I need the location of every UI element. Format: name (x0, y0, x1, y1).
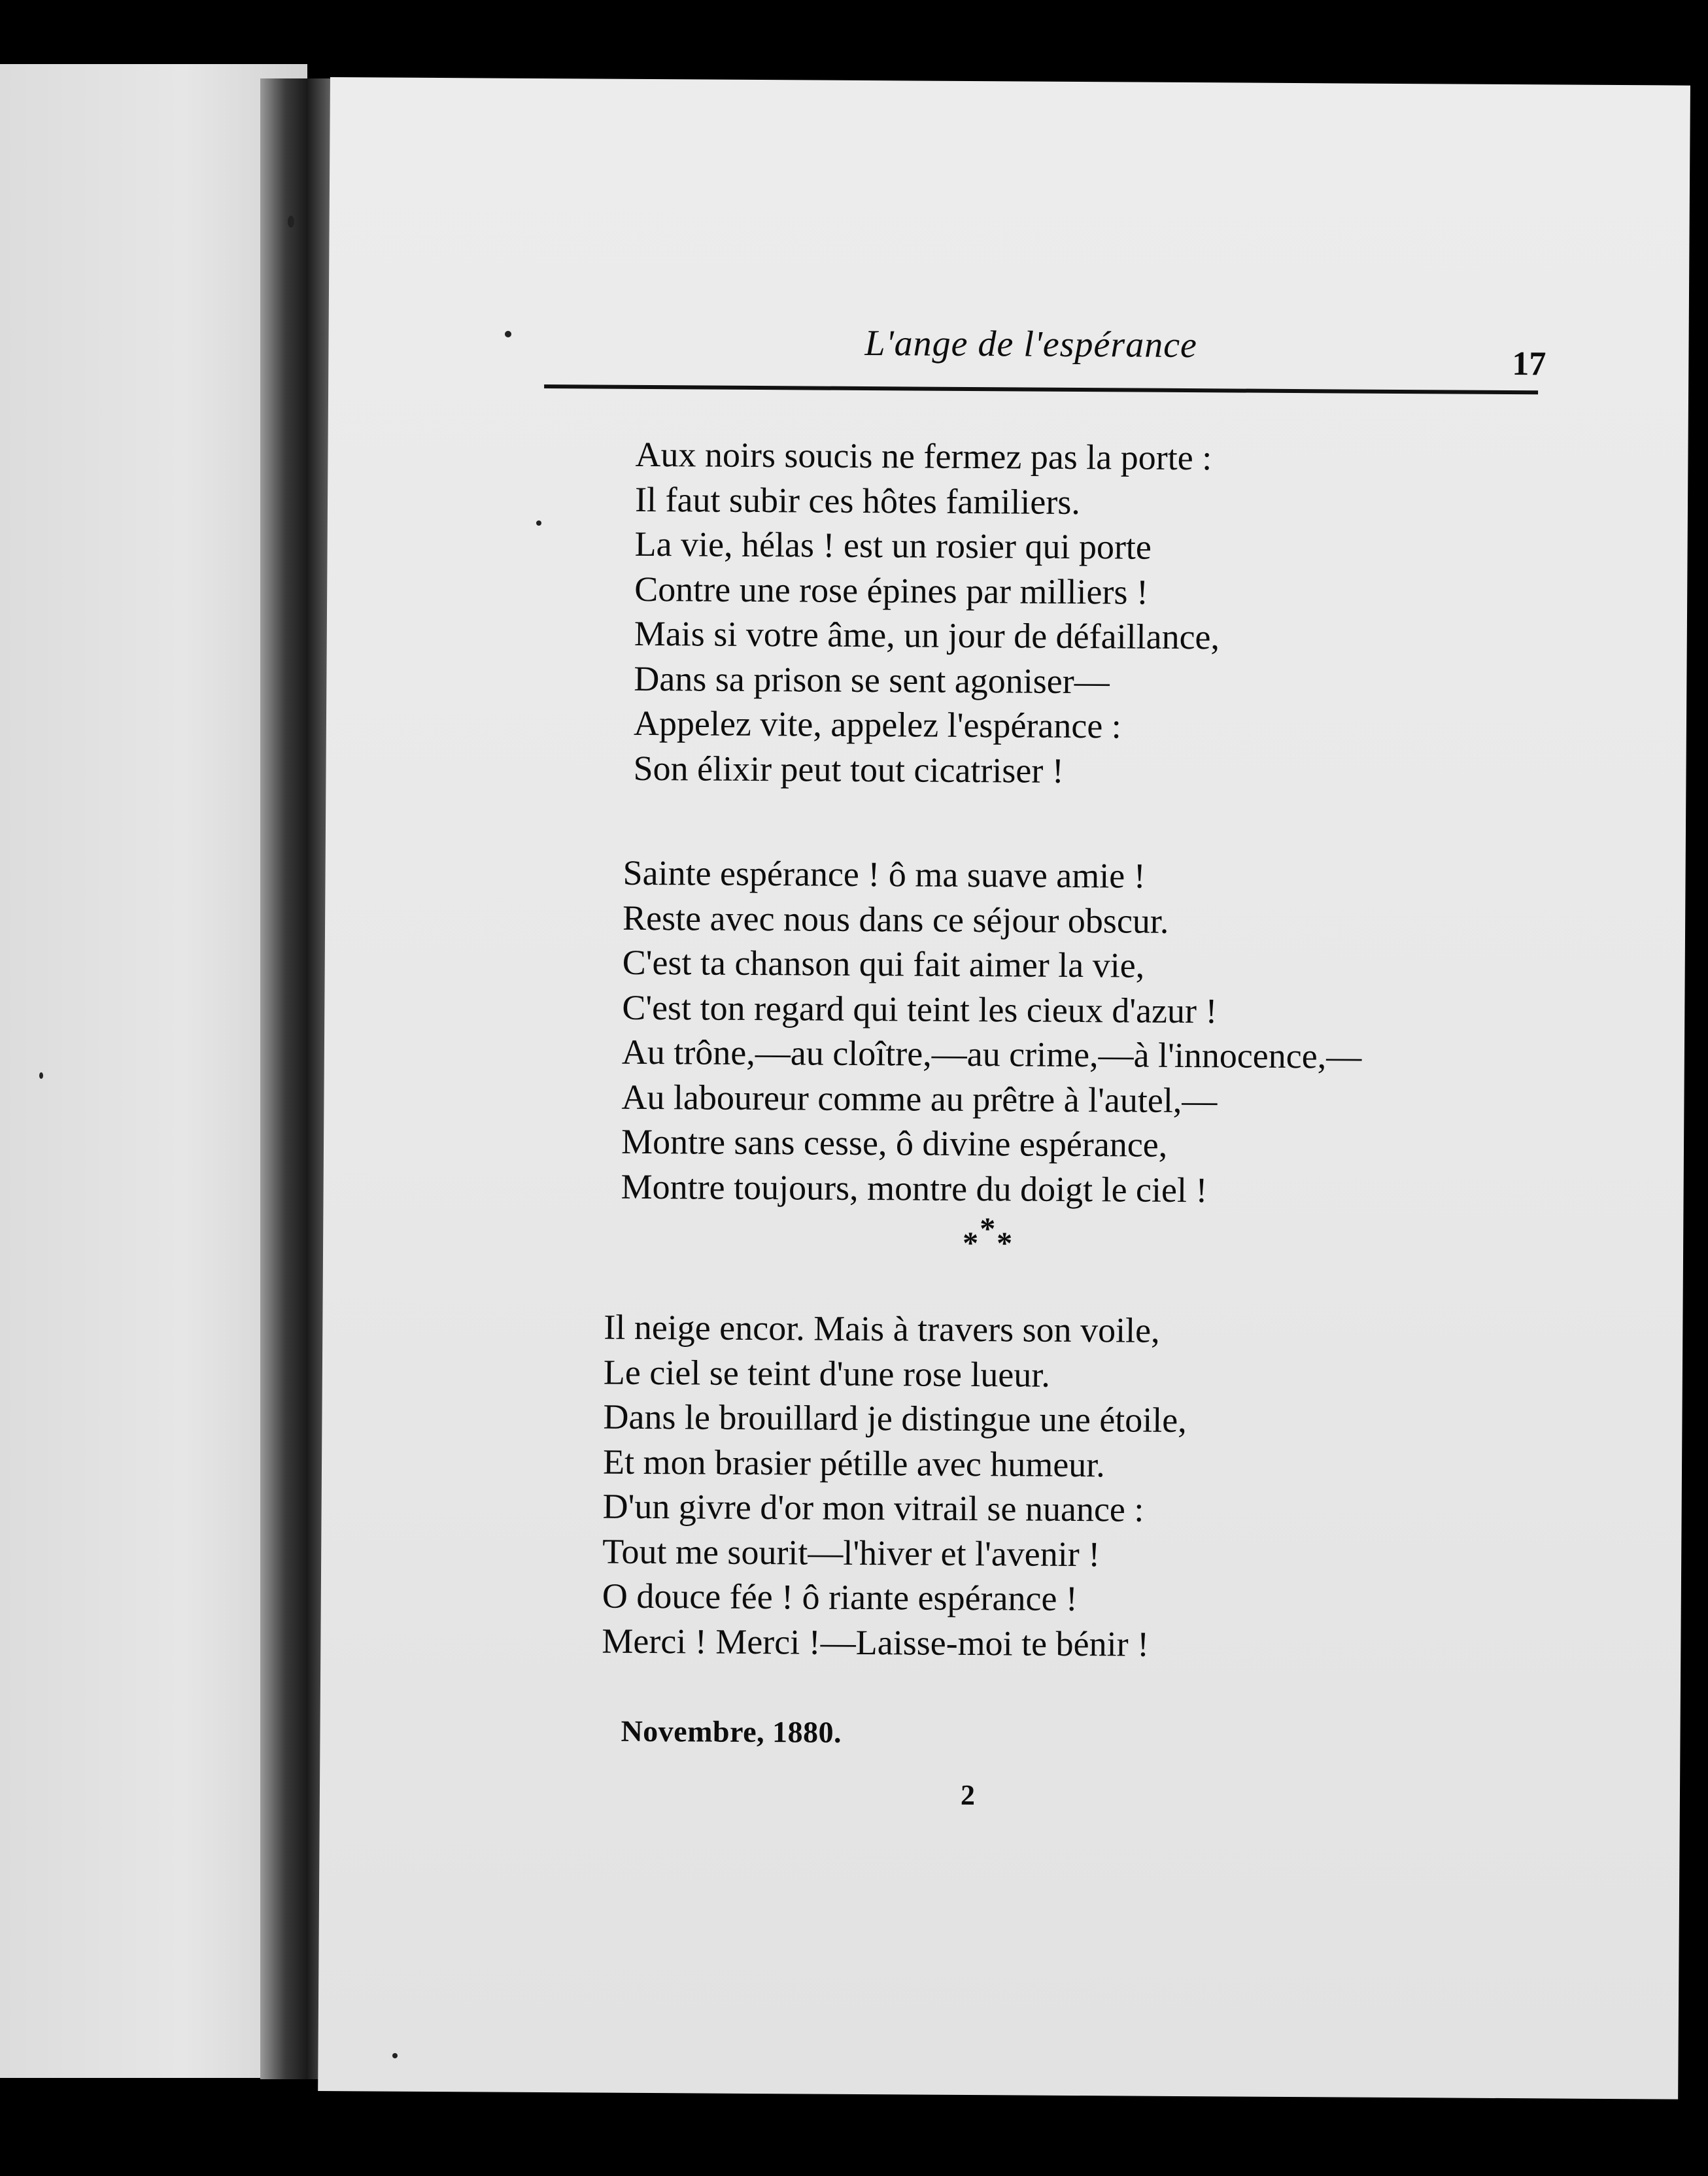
verse-line: C'est ta chanson qui fait aimer la vie, (622, 942, 1145, 985)
verse-line: Appelez vite, appelez l'espérance : (633, 703, 1121, 746)
scan-speck (392, 2053, 398, 2058)
verse-line: La vie, hélas ! est un rosier qui porte (634, 524, 1152, 567)
asterism-divider (951, 1211, 1029, 1264)
stanza-2 (621, 851, 1363, 1214)
verse-line: Au laboureur comme au prêtre à l'autel,— (621, 1077, 1218, 1120)
stanza-1 (633, 432, 1221, 794)
verse-line: Merci ! Merci !—Laisse-moi te bénir ! (602, 1621, 1150, 1664)
verse-line: Et mon brasier pétille avec humeur. (602, 1442, 1105, 1484)
verse-line: Son élixir peut tout cicatriser ! (633, 748, 1065, 790)
scan-speck (39, 1072, 43, 1079)
date-line: Novembre, 1880. (621, 1714, 842, 1749)
signature-mark: 2 (960, 1778, 976, 1812)
header-rule (544, 384, 1538, 394)
verse-line: C'est ton regard qui teint les cieux d'azur ! (622, 987, 1218, 1030)
verse-line: Contre une rose épines par milliers ! (634, 569, 1149, 612)
page-text (318, 77, 1690, 2100)
stanza-3 (602, 1305, 1187, 1667)
verse-line: O douce fée ! ô riante espérance ! (602, 1576, 1078, 1619)
asterisk-mark: * (962, 1225, 979, 1261)
right-page (318, 77, 1690, 2100)
verse-line: Mais si votre âme, un jour de défaillance, (634, 613, 1220, 657)
verse-line: Montre sans cesse, ô divine espérance, (621, 1121, 1168, 1164)
verse-line: Sainte espérance ! ô ma suave amie ! (623, 853, 1146, 896)
scan-speck (536, 520, 541, 526)
verse-line: Le ciel se teint d'une rose lueur. (603, 1352, 1051, 1395)
scan-speck (505, 331, 511, 337)
scan-speck (288, 216, 294, 228)
verse-line: Dans le brouillard je distingue une étoile, (603, 1397, 1187, 1440)
verse-line: Reste avec nous dans ce séjour obscur. (622, 898, 1169, 941)
verse-line: Aux noirs soucis ne fermez pas la porte : (635, 434, 1212, 478)
verse-line: Dans sa prison se sent agoniser— (634, 658, 1110, 701)
verse-line: D'un givre d'or mon vitrail se nuance : (602, 1486, 1144, 1529)
verse-line: Il faut subir ces hôtes familiers. (634, 479, 1081, 522)
asterisk-mark: * (980, 1212, 996, 1247)
running-head: L'ange de l'espérance (864, 323, 1198, 366)
verse-line: Au trône,—au cloître,—au crime,—à l'innocence,— (621, 1032, 1362, 1076)
verse-line: Montre toujours, montre du doigt le ciel ! (621, 1166, 1208, 1210)
asterisk-mark: * (996, 1226, 1013, 1261)
verse-line: Tout me sourit—l'hiver et l'avenir ! (602, 1531, 1101, 1574)
verse-line: Il neige encor. Mais à travers son voile, (604, 1307, 1160, 1350)
page-number: 17 (1512, 345, 1546, 383)
